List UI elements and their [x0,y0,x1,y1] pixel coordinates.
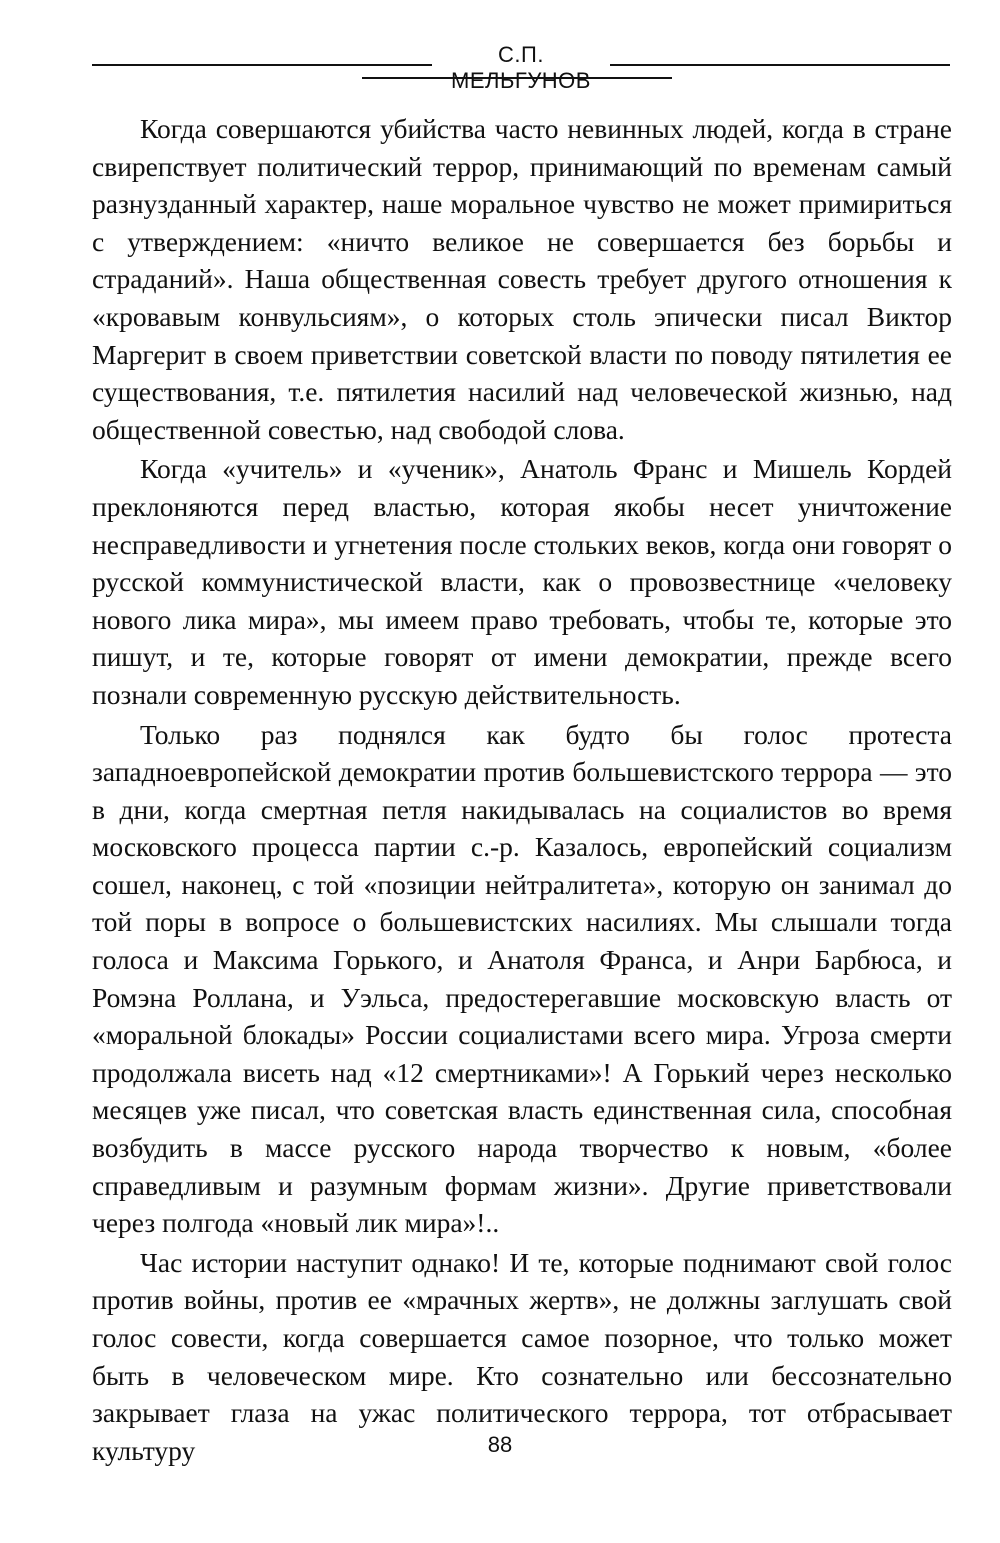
paragraph-1: Когда совершаются убийства часто невинных людей, когда в стране свирепствует политический террор, принимающий по временам самый разнузданный характер, наше моральное чувство не может примириться с утверждением: «ничто великое не совершается без борьбы и страданий». Наша общественная совесть требует другого отношения к «кровавым конвульсиям», о которых столь эпически писал Виктор Маргерит в своем приветствии советской власти по поводу пятилетия ее существования, т.е. пятилетия насилий над человеческой жизнью, над общественной совестью, над свободой слова. [92,113,952,445]
running-title: С.П. МЕЛЬГУНОВ [451,42,591,93]
body-text [92,110,952,1471]
paragraph-3: Только раз поднялся как будто бы голос протеста западноевропейской демократии против большевистского террора — это в дни, когда смертная петля накидывалась на социалистов во время московского процесса партии с.-р. Казалось, европейский социализм сошел, наконец, с той «позиции нейтралитета», которую он занимал до той поры в вопросе о большевистских насилиях. Мы слышали тогда голоса и Максима Горького, и Анатоля Франса, и Анри Барбюса, и Ромэна Роллана, и Уэльса, предостерегавшие московскую власть от «моральной блокады» России социалистами всего мира. Угроза смерти продолжала висеть над «12 смертниками»! А Горький через несколько месяцев уже писал, что советская власть единственная сила, способная возбудить в массе русского народа творчество к новым, «более справедливым и разумным формам жизни». Другие приветствовали через полгода «новый лик мира»!.. [92,718,952,1239]
paragraph-4: Час истории наступит однако! И те, которые поднимают свой голос против войны, против ее «мрачных жертв», не должны заглушать свой голос совести, когда совершается самое позорное, что только может быть в человеческом мире. Кто сознательно или бессознательно закрывает глаза на ужас политического террора, тот отбрасывает культуру [92,1246,952,1466]
header-rule-right [610,64,950,66]
header-rule-under [362,77,672,79]
page-number: 88 [487,1432,513,1457]
paragraph-2: Когда «учитель» и «ученик», Анатоль Франс и Мишель Кордей преклоняются перед властью, которая якобы несет уничтожение несправедливости и угнетения после стольких веков, когда они говорят о русской коммунистической власти, как о провозвестнице «человеку нового лика мира», мы имеем право требовать, чтобы те, которые это пишут, и те, которые говорят от имени демократии, прежде всего познали современную русскую действительность. [92,453,952,710]
header-rule-left [92,64,432,66]
running-header [92,40,950,93]
